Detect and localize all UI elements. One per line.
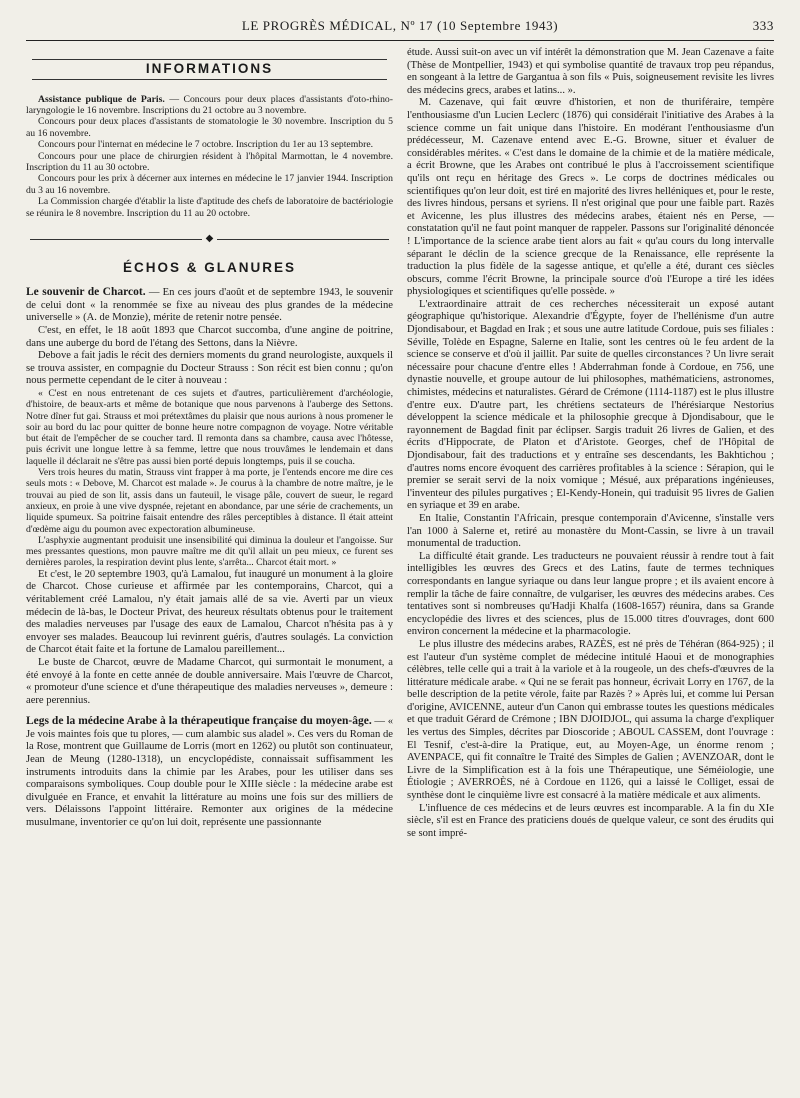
ornament-diamond-icon: ◆ bbox=[205, 233, 214, 245]
charcot-quote-p1: « C'est en nous entretenant de ces sujets et d'autres, particulièrement d'archéologie, d'histoire, de beaux-arts et même de botanique que nous parvenons à l'auberge des Settons. Notre dîner fut gai. Strauss et moi prétextâmes du plaisir que nous aurions à nous promener le soir au bord du lac pour quitter de bonne heure notre compagnon de voyage. Notre véritable but était de l'empêcher de se coucher tard. Il remonta dans sa chambre, causa avec l'hôtesse, puis écrivit une longue lettre à sa femme, lettre que nous trouvâmes le lendemain et dans laquelle il déclarait ne s'être pas aussi bien porté depuis longtemps, puis il se coucha. bbox=[26, 388, 393, 467]
two-column-body bbox=[26, 47, 774, 1092]
left-column bbox=[26, 47, 393, 1092]
article-charcot-p4: Et c'est, le 20 septembre 1903, qu'à Lamalou, fut inauguré un monument à la gloire de Charcot. Chose curieuse et affirmée par les contemporains, Charcot, qui a véritablement créé Lamalou, n'y était jamais allé de sa vie. Averti par un vieux médecin de là-bas, le Docteur Privat, des heureux résultats obtenus pour le traitement des maladies nerveuses par l'usage des eaux de Lamalou, Charcot n'hésita pas à y envoyer ses malades. Beaucoup lui revinrent guéris, d'autres soulagés. La conviction de Charcot était faite et la fortune de Lamalou pareillement... bbox=[26, 568, 393, 656]
charcot-quote bbox=[26, 388, 393, 569]
informations-p2: Concours pour deux places d'assistants de stomatologie le 30 novembre. Inscription du 5 au 16 novembre. bbox=[26, 116, 393, 139]
running-head bbox=[26, 18, 774, 38]
page-number: 333 bbox=[752, 18, 774, 33]
informations-section bbox=[26, 94, 393, 219]
right-column bbox=[407, 47, 774, 1092]
article-arabe-p4: L'extraordinaire attrait de ces recherches nécessiterait un exposé autant géographique qu'historique. Alexandrie d'Égypte, foyer de l'hellénisme d'un autre Djondisabour, et Bagdad en Irak ; et sous une autre latitude Cordoue, puis ses filiales : Séville, Tolède en Espagne, Salerne en Italie, sont les centres où le feu ardent de la science se conserve et d'où il jaillit. Par suite de quelles circonstances ? Un livre serait nécessaire pour chacune d'entre elles ! Abderrahman fonde à Cordoue, en 756, une dynastie nouvelle, et groupe autour de lui philosophes, mathématiciens, astronomes, chimistes, médecins et naturalistes. Gérard de Crémone (1114-1187) est le plus illustre d'entre eux. D'autre part, les chrétiens sectateurs de l'hérésiarque Nestorius développent la science médicale et la philosophie grecque à Djondisabour, que le rayonnement de Bagdad finit par éclipser. Sargis traduit 26 livres de Galien, et des écrits d'Hippocrate, de Platon et d'Aristote. Georges, chef de l'Hôpital de Djondisabour, fait des traductions et y entraîne ses descendants, les Bakhtichou ; d'autres noms encore évoquent des carrières profitables à la science : Sérapion, qui le premier se serait servi de la noix vomique ; Mésué, aux préparations ingénieuses, l'inventeur des pilules purgatives ; El-Kendy-Honein, qui traduisit 95 livres de Galien en syriaque et 39 en arabe. bbox=[407, 298, 774, 512]
article-charcot-p3: Debove a fait jadis le récit des derniers moments du grand neurologiste, auxquels il se trouva assister, en compagnie du Docteur Strauss : Son récit est bien connu ; qu'on nous permette cependant de le citer à nouveau : bbox=[26, 350, 393, 387]
informations-p4: Concours pour une place de chirurgien résident à l'hôpital Marmottan, le 4 novembre. Inscription du 11 au 30 octobre. bbox=[26, 150, 393, 174]
article-arabe-p6: La difficulté était grande. Les traducteurs ne pouvaient réussir à rendre tout à fait intelligibles les œuvres des Grecs et des Latins, faute de termes techniques correspondants en langue syriaque ou dans leur langue propre ; et ils avaient encore à remplir la tâche de faire connaître, de vulgariser, les œuvres des médecins arabes. Ces tentatives sont si nombreuses qu'Hadji Khalfa (1608-1657) réunira, dans sa Grande encyclopédie des livres et des sciences, plus de 15.000 titres d'ouvrages, dont 600 environ concernent la médecine et la pharmacologie. bbox=[407, 550, 774, 638]
informations-p6: La Commission chargée d'établir la liste d'aptitude des chefs de laboratoire de bactériologie se réunira le 8 novembre. Inscription du 11 au 20 octobre. bbox=[26, 196, 393, 219]
article-charcot-title: Le souvenir de Charcot. bbox=[26, 286, 146, 299]
informations-p1: — Concours pour deux places d'assistants d'oto-rhino-laryngologie le 16 novembre. Inscriptions du 21 octobre au 3 novembre. bbox=[26, 93, 393, 116]
charcot-quote-p3: L'asphyxie augmentant produisit une insensibilité qui diminua la douleur et l'angoisse. Sur mes pressantes questions, mon pauvre maître me dit qu'il allait un peu mieux, ce furent ses dernières paroles, la respiration devint plus lente, s'arrêta... Charcot était mort. » bbox=[26, 534, 393, 569]
echos-heading: ÉCHOS & GLANURES bbox=[122, 259, 296, 275]
informations-p3: Concours pour l'internat en médecine le 7 octobre. Inscription du 1er au 13 septembre. bbox=[38, 139, 374, 151]
header-rule bbox=[26, 40, 774, 41]
article-arabe-p1: — « Je vois maintes fois que tu plores, — cum alambic sus aladel ». Ces vers du Roman de la Rose, montrent que Guillaume de Lorris (mort en 1262) ou plutôt son continuateur, Jean de Meung (1280-1318), un encyclopédiste, connaissait suffisamment les instruments introduits dans la chimie par les Arabes, pour les utiliser dans ses comparaisons symboliques. Coup double pour le XIIIe siècle : la médecine arabe est divulguée en France, et envahit la littérature au moins une fois sur des milliers de vers. Délaissons l'appoint littéraire. Remonter aux origines de la médecine musulmane, inventorier ce qu'on lui doit, représente une passionnante bbox=[26, 716, 393, 829]
informations-lead: Assistance publique de Paris. bbox=[38, 93, 165, 105]
article-charcot-p1: — En ces jours d'août et de septembre 1943, le souvenir de celui dont « la renommée se fixe au niveau des plus grandes de la médecine universelle » (A. de Monzie), mérite de retenir notre pensée. bbox=[26, 287, 393, 324]
charcot-quote-p2: Vers trois heures du matin, Strauss vint frapper à ma porte, je l'entends encore me dire ces seuls mots : « Debove, M. Charcot est malade ». Je courus à la chambre de notre maître, je le trouvai au pied de son lit, assis dans un fauteuil, le visage pâle, couvert de sueur, le regard anxieux, en proie à une vive dyspnée, rejetant en abondance, par une série de crachements, un liquide spumeux. Sa poitrine faisait entendre des râles perceptibles à distance. Il était atteint d'œdème aigu du poumon avec expectoration albumineuse. bbox=[26, 467, 393, 535]
article-arabe-title: Legs de la médecine Arabe à la thérapeutique française du moyen-âge. bbox=[26, 715, 372, 728]
section-ornament bbox=[26, 233, 393, 246]
article-arabe-p8: L'influence de ces médecins et de leurs œuvres est incomparable. A la fin du XIe siècle, s'il est en France des praticiens doués de quelque valeur, ce sont des érudits qui se sont impré- bbox=[407, 802, 774, 839]
article-arabe-p3: M. Cazenave, qui fait œuvre d'historien, et non de thuriféraire, tempère l'enthousiasme d'un Lucien Leclerc (1876) qui considérait l'initiative des Arabes à la science comme un fait unique dans l'histoire. En modérant l'enthousiasme d'un prédécesseur, M. Cazenave entend avec E.-G. Browne, situer et évaluer de considérables mérites. « C'est dans le domaine de la chimie et de la matière médicale, a écrit Browne, que les Arabes ont contribué le plus à l'accroissement scientifique qu'ils ont reçu en héritage des Grecs ». Le corps de doctrines médicales ou scientifiques qu'on leur doit, est tiré en majorité des livres helléniques et, pour le reste, des livres hindous, persans et syriens. Il n'est original que pour une faible part. Razès et Avicenne, les plus illustres des médecins arabes, étaient nés en Perse, — constatation qu'il ne faut point manquer de rappeler. Passons sur l'originalité dénoncée ! L'importance de la science arabe tient alors au fait « qu'au cours du long intervalle séparant le déclin de la science grecque de la Renaissance, elle représente la traduction la plus fidèle de la sagesse antique, et qu'elle a été, durant ces siècles obscurs, comme l'écrit Browne, la principale source d'où l'Europe a tiré les idées physiologiques et scientifiques qu'elle possède. » bbox=[407, 97, 774, 298]
informations-heading-box bbox=[32, 59, 387, 80]
article-arabe-p7: Le plus illustre des médecins arabes, RAZÈS, est né près de Téhéran (864-925) ; il est l'auteur d'un système complet de médecine intitulé Haoui et de monographies célèbres, telle celle qui a trait à la variole et à la rougeole, un des chefs-d'œuvres de la littérature médicale arabe. « Qui ne se ferait pas honneur, écrivait Lorry en 1767, de la belle description de la petite vérole, faite par Razès ? » Après lui, et comme lui Persan d'origine, AVICENNE, auteur d'un Canon qui embrasse toutes les questions médicales et que traduit Gérard de Crémone ; IBN DJOIDJOL, qui assuma la charge d'expliquer les vertus des Simples, décrites par Dioscoride ; ABOUL CASSEM, dont l'ouvrage : El Tesnif, c'est-à-dire la Pratique, eut, au Moyen-Age, un énorme renom ; AVENPACE, qui fit connaître le Traité des Simples de Galien ; AVENZOAR, dont le Livre de la Simplification est à la fois une Thérapeutique, une Séméiologie, une Étiologie ; AVERROÈS, né à Cordoue en 1126, qui a laissé le Colliget, essai de synthèse dont le cinquième livre est consacré à la matière médicale et aux aliments. bbox=[407, 638, 774, 802]
article-charcot-p5: Le buste de Charcot, œuvre de Madame Charcot, qui surmontait le monument, a été envoyé à la fonte en cette année de double anniversaire. Mais l'œuvre de Charcot, « promoteur d'une science et d'une thérapeutique des maladies nerveuses », demeure : aere perennius. bbox=[26, 656, 393, 706]
article-arabe-p5: En Italie, Constantin l'Africain, presque contemporain d'Avicenne, s'installe vers l'an 1000 à Salerne et, retiré au monastère du Mont-Cassin, se livre à un travail monumental de traduction. bbox=[407, 512, 774, 550]
informations-heading: INFORMATIONS bbox=[145, 61, 274, 76]
journal-title: LE PROGRÈS MÉDICAL, Nº 17 (10 Septembre 1943) bbox=[241, 18, 559, 33]
informations-p5: Concours pour les prix à décerner aux internes en médecine le 17 janvier 1944. Inscription du 3 au 16 novembre. bbox=[26, 173, 393, 196]
article-charcot-p2: C'est, en effet, le 18 août 1893 que Charcot succomba, d'une angine de poitrine, dans une auberge du bord de l'étang des Settons, dans la Nièvre. bbox=[26, 325, 393, 349]
article-arabe-p2: étude. Aussi suit-on avec un vif intérêt la démonstration que M. Jean Cazenave a faite (Thèse de Montpellier, 1943) et qui symbolise quantité de travaux trop peu répandus, en songeant à la lettre de Gargantua à son fils « Puis, soigneusement revisite les livres des médecins grecs, arabes et latins... ». bbox=[407, 47, 774, 96]
